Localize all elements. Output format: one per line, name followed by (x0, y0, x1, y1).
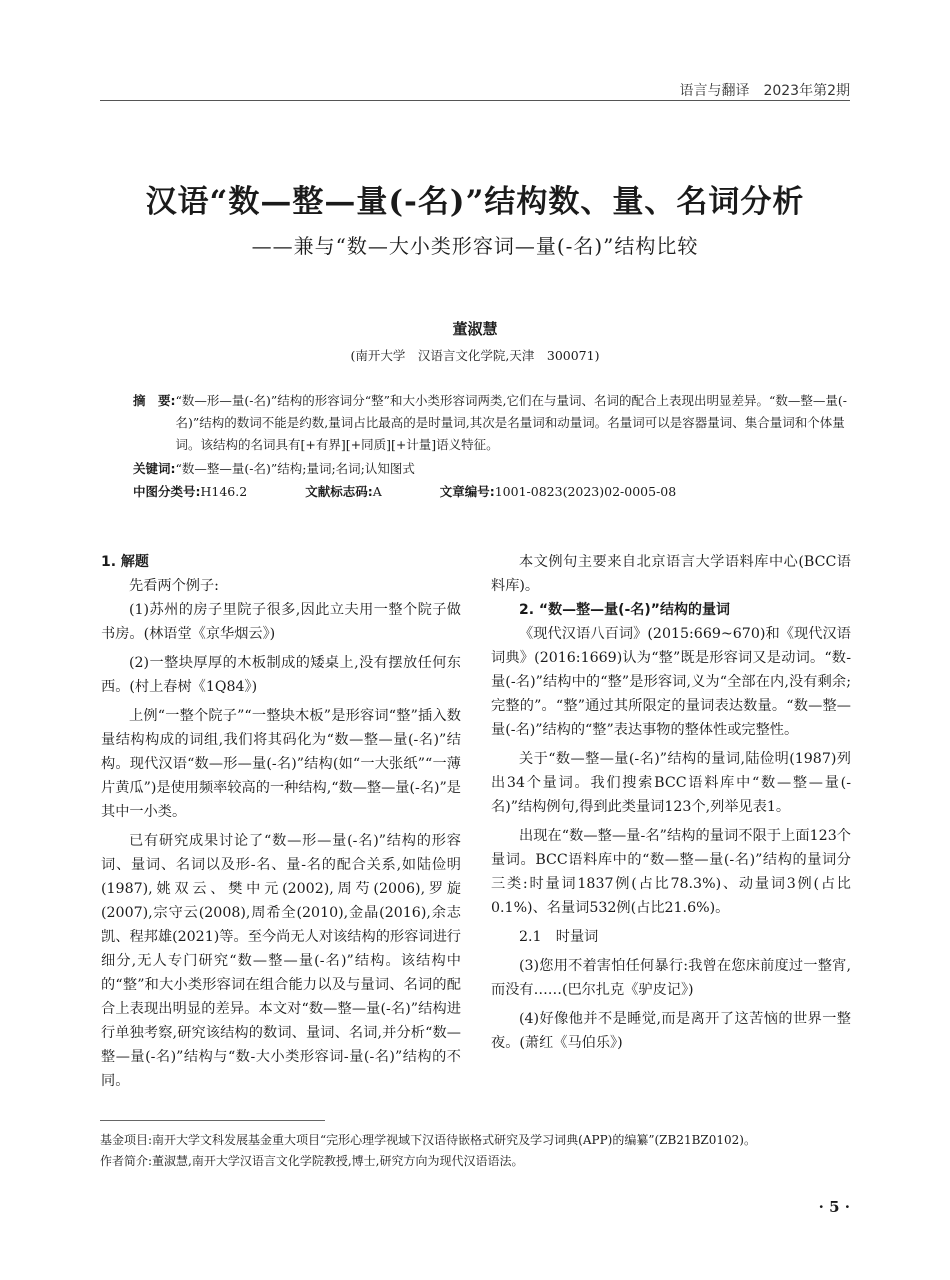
paper-title: 汉语“数—整—量(-名)”结构数、量、名词分析 (145, 184, 805, 220)
keywords (133, 458, 853, 480)
author-name: 董淑慧 (452, 320, 498, 338)
abstract (133, 390, 853, 456)
page-number: · 5 · (818, 1198, 850, 1216)
footnote-author-bio: 作者简介:董淑慧,南开大学汉语言文化学院教授,博士,研究方向为现代汉语语法。 (100, 1154, 524, 1168)
footnote-funding: 基金项目:南开大学文科发展基金重大项目“完形心理学视域下汉语待嵌格式研究及学习词典(APP)的编纂”(ZB21BZ0102)。 (100, 1133, 756, 1147)
running-header (100, 80, 850, 100)
doc-code-value: A (372, 484, 382, 499)
example-sentence: (3)您用不着害怕任何暴行:我曾在您床前度过一整宵,而没有……(巴尔扎克《驴皮记》) (491, 958, 851, 998)
clc-label: 中图分类号: (133, 484, 201, 499)
journal-name: 语言与翻译 (679, 83, 750, 99)
paragraph: 关于“数—整—量(-名)”结构的量词,陆俭明(1987)列出34个量词。我们搜索BCC语料库中“数—整—量(-名)”结构例句,得到此类量词123个,列举见表1。 (491, 751, 851, 815)
example-sentence: (2)一整块厚厚的木板制成的矮桌上,没有摆放任何东西。(村上春树《1Q84》) (101, 655, 461, 695)
left-column (101, 550, 461, 1093)
footnote-rule (100, 1120, 325, 1121)
example-sentence: (1)苏州的房子里院子很多,因此立夫用一整个院子做书房。(林语堂《京华烟云》) (101, 602, 461, 642)
article-number-value: 1001-0823(2023)02-0005-08 (494, 484, 677, 499)
article-number-label: 文章编号: (439, 484, 495, 499)
paragraph: 《现代汉语八百词》(2015:669~670)和《现代汉语词典》(2016:1669)认为“整”既是形容词又是动词。“数-量(-名)”结构中的“整”是形容词,义为“全部在内,没有剩余;完整的”。“整”通过其所限定的量词表达数量。“数—整—量(-名)”结构的“整”表达事物的整体性或完整性。 (491, 626, 851, 738)
abstract-label: 摘 要: (133, 393, 176, 408)
subsection-heading: 2.1 时量词 (519, 929, 599, 945)
doc-code-label: 文献标志码: (305, 484, 373, 499)
example-sentence: (4)好像他并不是睡觉,而是离开了这苦恼的世界一整夜。(萧红《马伯乐》) (491, 1011, 851, 1051)
issue-label: 2023年第2期 (763, 83, 850, 99)
paper-subtitle: ——兼与“数—大小类形容词—量(-名)”结构比较 (251, 234, 699, 258)
abstract-text: “数—形—量(-名)”结构的形容词分“整”和大小类形容词两类,它们在与量词、名词的配合上表现出明显差异。“数—整—量(-名)”结构的数词不能是约数,量词占比最高的是时量词,其次是名量词和动量词。名量词可以是容器量词、集合量词和个体量词。该结构的名词具有[+有界][+同质][+计量]语义特征。 (175, 393, 848, 452)
author-affiliation: (南开大学 汉语言文化学院,天津 300071) (350, 348, 600, 363)
keywords-text: “数—整—量(-名)”结构;量词;名词;认知图式 (175, 461, 415, 476)
clc-value: H146.2 (200, 484, 248, 499)
paragraph: 先看两个例子: (129, 578, 219, 594)
header-rule (100, 100, 850, 101)
paragraph: 本文例句主要来自北京语言大学语料库中心(BCC语料库)。 (491, 554, 851, 594)
keywords-label: 关键词: (133, 461, 176, 476)
section-heading: 2. “数—整—量(-名)”结构的量词 (519, 602, 730, 618)
paragraph: 已有研究成果讨论了“数—形—量(-名)”结构的形容词、量词、名词以及形-名、量-名的配合关系,如陆俭明(1987),姚双云、樊中元(2002),周芍(2006),罗旋(2007),宗守云(2008),周希全(2010),金晶(2016),余志凯、程邦雄(2021)等。至今尚无人对该结构的形容词进行细分,无人专门研究“数—整—量(-名)”结构。该结构中的“整”和大小类形容词在组合能力以及与量词、名词的配合上表现出明显的差异。本文对“数—整—量(-名)”结构进行单独考察,研究该结构的数词、量词、名词,并分析“数—整—量(-名)”结构与“数-大小类形容词-量(-名)”结构的不同。 (101, 833, 461, 1089)
paragraph: 出现在“数—整—量-名”结构的量词不限于上面123个量词。BCC语料库中的“数—整—量(-名)”结构的量词分三类:时量词1837例(占比78.3%)、动量词3例(占比0.1%)、名量词532例(占比21.6%)。 (491, 828, 851, 916)
paragraph: 上例“一整个院子”“一整块木板”是形容词“整”插入数量结构构成的词组,我们将其码化为“数—整—量(-名)”结构。现代汉语“数—形—量(-名)”结构(如“一大张纸”“一薄片黄瓜”)是使用频率较高的一种结构,“数—整—量(-名)”是其中一小类。 (101, 708, 461, 820)
section-heading: 1. 解题 (101, 554, 149, 570)
classification-line (133, 481, 853, 503)
right-column (491, 550, 851, 1055)
